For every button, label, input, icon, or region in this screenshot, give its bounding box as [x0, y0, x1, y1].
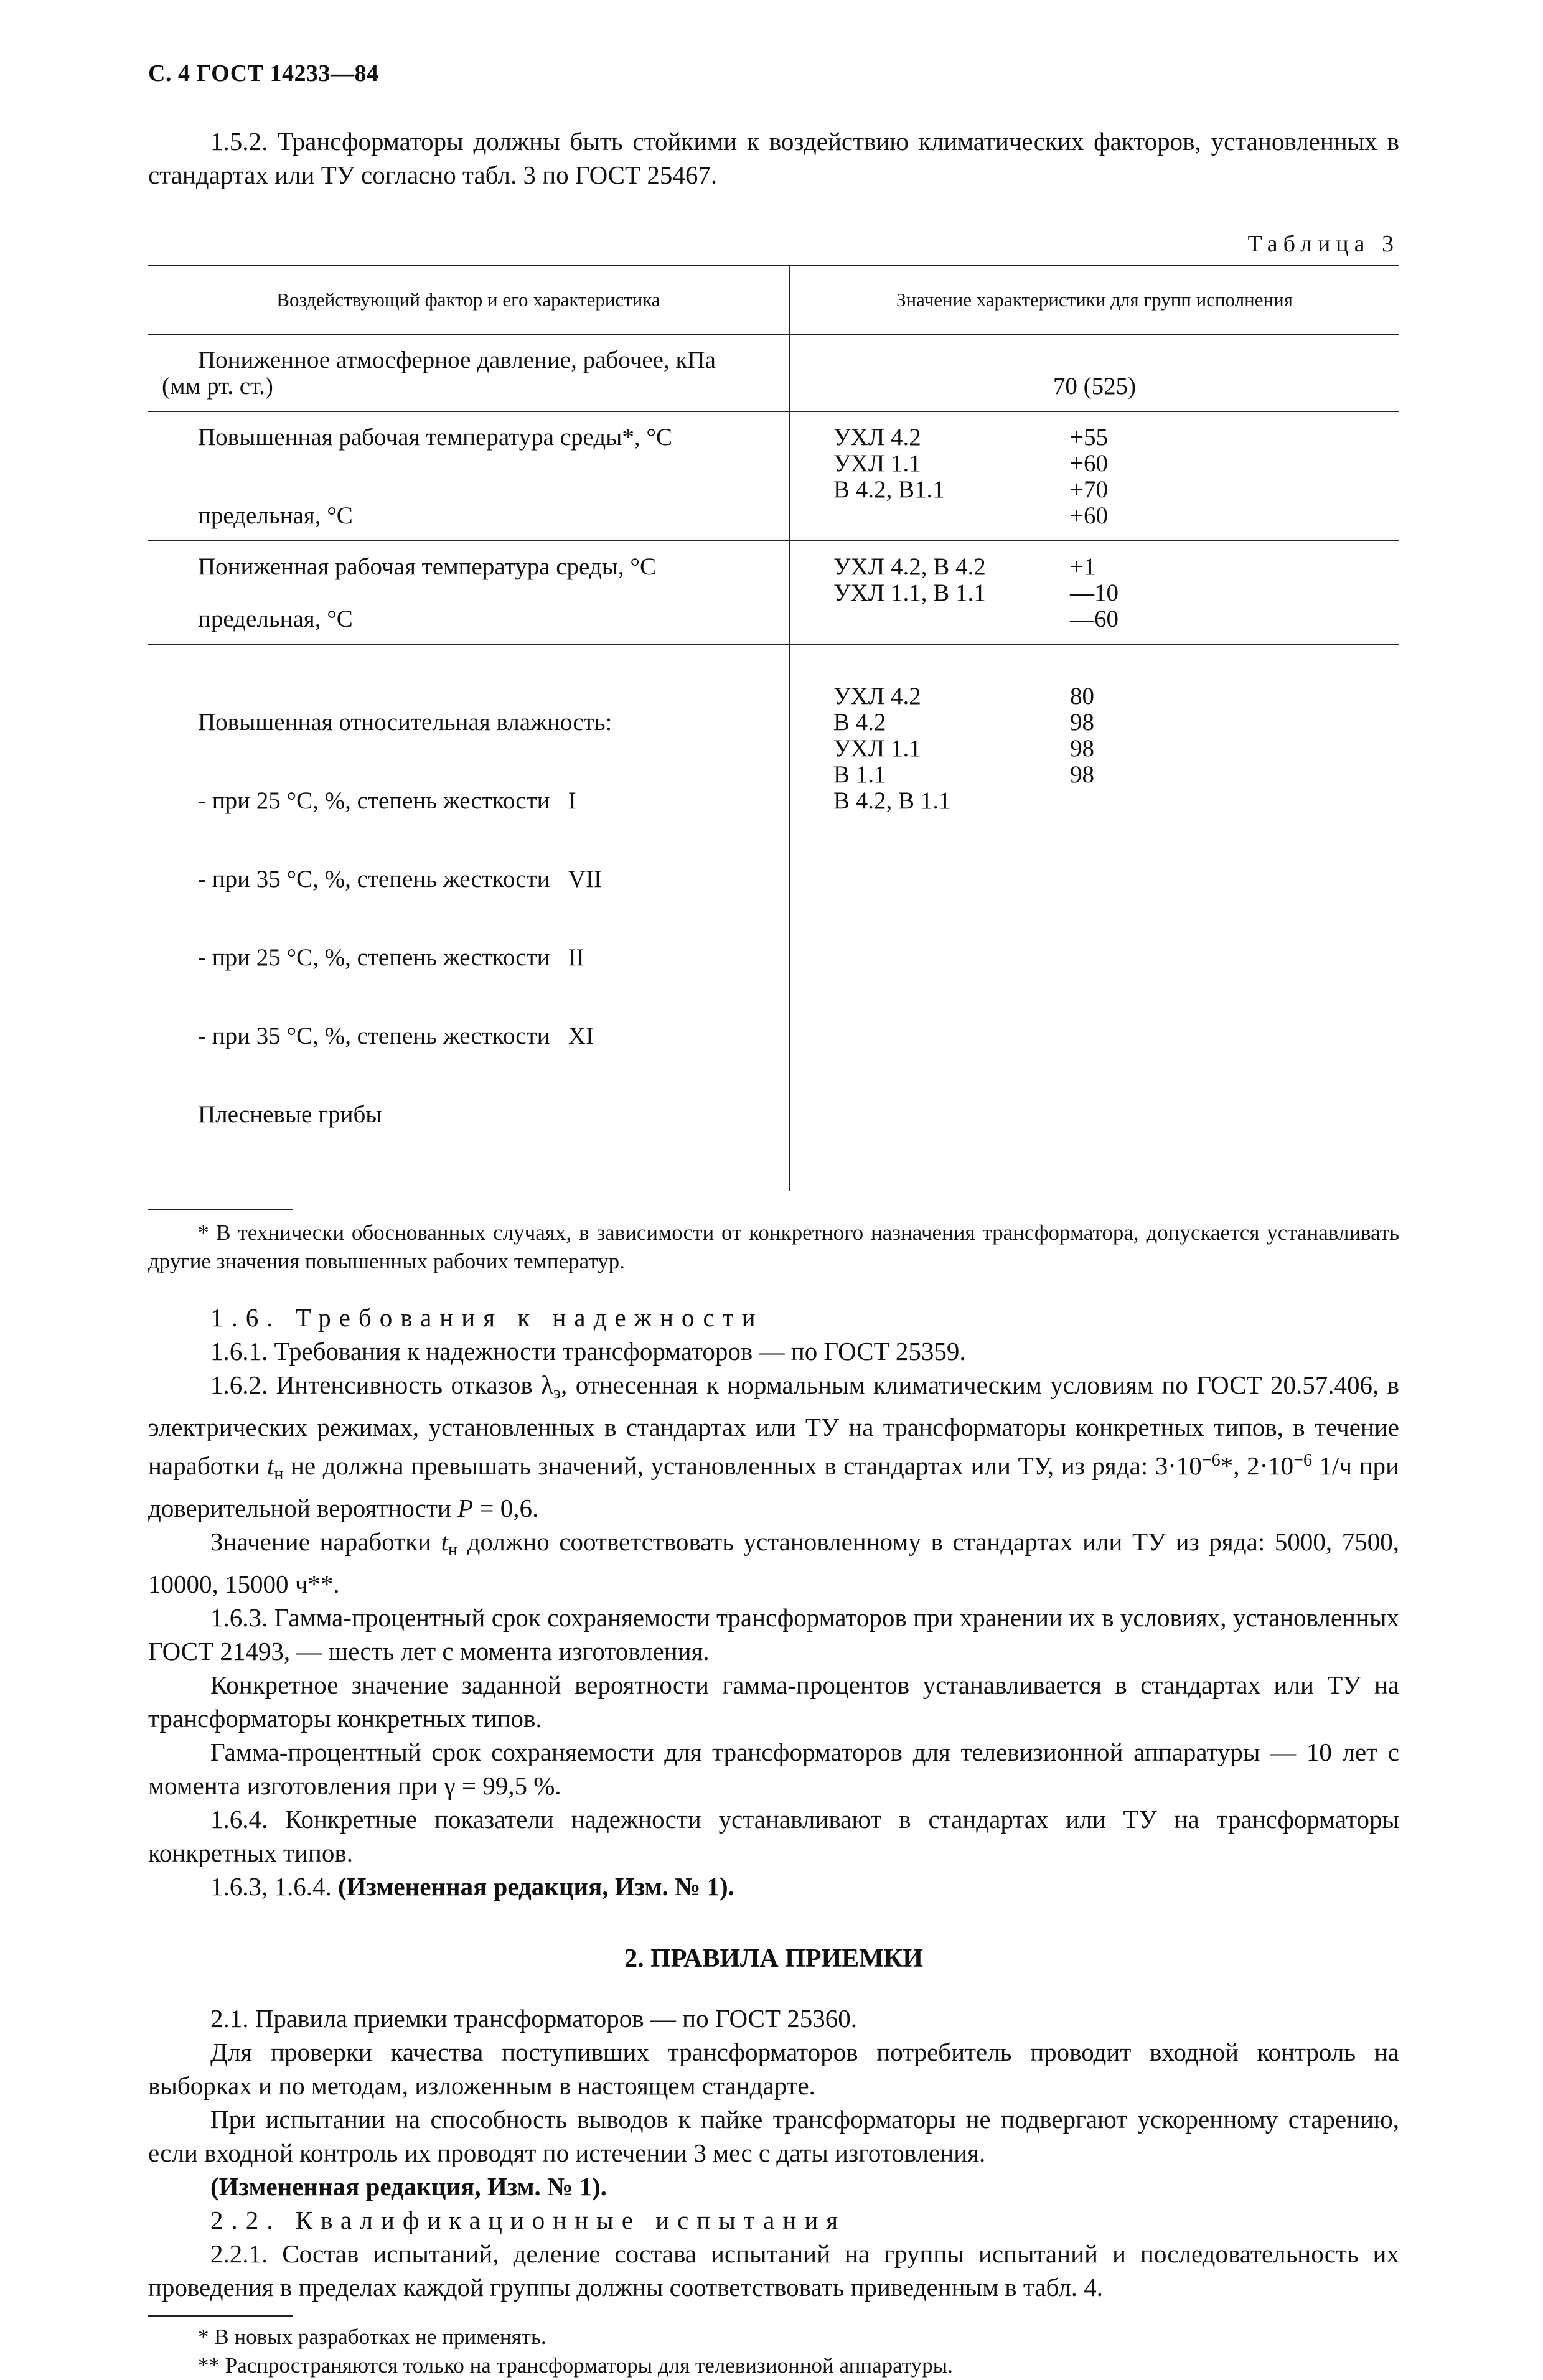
factor-text: Пониженное атмосферное давление, рабочее, кПа — [198, 347, 716, 373]
text-run: , отнесенная к нормальным климатическим условиям по ГОСТ 20.57.406, в электрических режимах, установленных в стандартах или ТУ на трансформаторы конкретных типов, в течение наработки — [148, 1370, 1399, 1480]
paragraph-2-1: 2.1. Правила приемки трансформаторов — по ГОСТ 25360. — [210, 2004, 858, 2033]
group-code: УХЛ 4.2 — [833, 424, 921, 451]
text-run: −6 — [1293, 1451, 1312, 1470]
text-run: t — [441, 1527, 449, 1556]
group-value-row — [790, 710, 1399, 736]
factor-text: Повышенная относительная влажность: — [198, 709, 612, 736]
amendment-note-2 — [148, 2170, 1399, 2203]
group-code: УХЛ 1.1, В 1.1 — [833, 579, 986, 606]
table-row-humidity — [148, 644, 1399, 1191]
text-run: t — [267, 1451, 274, 1480]
paragraph-1-6-3: 1.6.3. Гамма-процентный срок сохраняемости трансформаторов при хранении их в условиях, установленных ГОСТ 21493, — шесть лет с момента изготовления. — [148, 1603, 1399, 1666]
paragraph-1-6-3-b: Конкретное значение заданной вероятности гамма-процентов устанавливается в стандартах или ТУ на трансформаторы конкретных типов. — [148, 1670, 1399, 1733]
table-header-row — [148, 266, 1399, 334]
group-value-row — [790, 606, 1399, 632]
document-page — [148, 57, 1399, 2380]
group-code: УХЛ 4.2 — [833, 683, 921, 710]
table-cell-factor — [148, 541, 789, 644]
text-run: = 0,6. — [473, 1494, 539, 1522]
text-run: 1.6.3, 1.6.4. — [210, 1872, 338, 1901]
paragraph-tn — [148, 1525, 1399, 1601]
text-run: не должна превышать значений, установленных в стандартах или ТУ, из ряда: 3·10 — [283, 1451, 1202, 1480]
group-code — [790, 503, 1070, 529]
table-cell-factor — [148, 411, 789, 541]
factor-text-limit: предельная, °С — [198, 502, 353, 529]
page-header: С. 4 ГОСТ 14233—84 — [148, 60, 379, 87]
factor-text: Плесневые грибы — [198, 1101, 382, 1128]
text-run: Значение наработки — [210, 1527, 441, 1556]
text-run: −6 — [1201, 1451, 1221, 1470]
group-value-row — [790, 762, 1399, 788]
table-row-high-temp — [148, 411, 1399, 541]
paragraph-1-6-4: 1.6.4. Конкретные показатели надежности устанавливают в стандартах или ТУ на трансформаторы конкретных типов. — [148, 1805, 1399, 1867]
group-code: УХЛ 4.2, В 4.2 — [833, 553, 986, 580]
group-value: —10 — [1070, 579, 1119, 606]
group-value: 80 — [1070, 683, 1094, 710]
text-run: (Измененная редакция, Изм. № 1). — [210, 2172, 607, 2201]
paragraph-1-6-3-c: Гамма-процентный срок сохраняемости для трансформаторов для телевизионной аппаратуры — 10 лет с момента изготовления при γ = 99,5 %. — [148, 1738, 1399, 1800]
factor-text-limit: предельная, °С — [198, 606, 353, 632]
factor-text-unit: (мм рт. ст.) — [162, 373, 273, 400]
table-cell-factor — [148, 644, 789, 1191]
group-value-row — [790, 580, 1399, 606]
pressure-value: 70 (525) — [1053, 373, 1137, 400]
table-row-pressure — [148, 334, 1399, 411]
group-value: —60 — [1070, 606, 1119, 632]
section-1-6-title: 1.6. Требования к надежности — [210, 1303, 764, 1332]
factor-text: Пониженная рабочая температура среды, °С — [198, 553, 657, 580]
section-2-2-title: 2.2. Квалификационные испытания — [210, 2206, 847, 2234]
text-run: P — [457, 1494, 474, 1522]
paragraph-1-5-2: 1.5.2. Трансформаторы должны быть стойкими к воздействию климатических факторов, установленных в стандартах или ТУ согласно табл. 3 по ГОСТ 25467. — [148, 127, 1399, 189]
text-run: н — [274, 1464, 284, 1484]
group-value — [1070, 657, 1132, 683]
group-code: В 4.2, В 1.1 — [833, 787, 951, 814]
group-value-row — [790, 503, 1399, 529]
text-run: должно соответствовать установленному в стандартах или ТУ из ряда: 5000, 7500, 10000, 15000 ч**. — [148, 1527, 1399, 1598]
footnote-2: ** Распространяются только на трансформаторы для телевизионной аппаратуры. — [198, 2353, 953, 2378]
table-3-caption: Таблица 3 — [1247, 231, 1399, 257]
table-cell-value — [789, 644, 1399, 1191]
group-value-row — [790, 788, 1399, 814]
table-cell-value — [789, 334, 1399, 411]
table-cell-factor — [148, 334, 789, 411]
group-value — [1070, 788, 1132, 814]
table-cell-value — [789, 411, 1399, 541]
group-value: +60 — [1070, 502, 1108, 529]
group-value-row — [790, 451, 1399, 477]
group-value-row — [790, 424, 1399, 451]
factor-text: - при 25 °С, %, степень жесткости I — [198, 787, 576, 814]
paragraph-2-2-1: 2.2.1. Состав испытаний, деление состава испытаний на группы испытаний и последовательность их проведения в пределах каждой группы должны соответствовать приведенным в табл. 4. — [148, 2239, 1399, 2302]
footnote-1: * В новых разработках не применять. — [198, 2325, 546, 2349]
factor-text: - при 25 °С, %, степень жесткости II — [198, 944, 584, 971]
group-value: 98 — [1070, 709, 1094, 736]
group-value: 98 — [1070, 761, 1094, 788]
group-value: 98 — [1070, 735, 1094, 762]
table-col-value-header: Значение характеристики для групп исполнения — [789, 266, 1399, 334]
group-value-row — [790, 657, 1399, 683]
factor-text: Повышенная рабочая температура среды*, °С — [198, 424, 672, 451]
footnote-divider — [148, 1209, 293, 1210]
table-cell-value — [789, 541, 1399, 644]
group-code: УХЛ 1.1 — [833, 735, 921, 762]
footnote-divider — [148, 2315, 293, 2317]
table-footnote: * В технически обоснованных случаях, в зависимости от конкретного назначения трансформатора, допускается устанавливать другие значения повышенных рабочих температур. — [148, 1220, 1399, 1273]
group-value-row — [790, 683, 1399, 710]
group-value-row — [790, 477, 1399, 503]
table-col-factor-header: Воздействующий фактор и его характеристика — [148, 266, 789, 334]
table-row-low-temp — [148, 541, 1399, 644]
group-code — [790, 657, 1070, 683]
text-run: 1.6.2. Интенсивность отказов λ — [210, 1370, 554, 1399]
text-run: э — [553, 1384, 561, 1403]
text-run: н — [448, 1540, 458, 1560]
group-code: В 1.1 — [833, 761, 886, 788]
group-value: +70 — [1070, 476, 1108, 503]
text-run: 1/ч при доверительной вероятности — [148, 1451, 1399, 1522]
section-2-title: 2. ПРАВИЛА ПРИЕМКИ — [624, 1944, 923, 1973]
group-value-row — [790, 554, 1399, 580]
factor-text: - при 35 °С, %, степень жесткости XI — [198, 1023, 594, 1049]
paragraph-2-1-b: Для проверки качества поступивших трансформаторов потребитель проводит входной контроль на выборках и по методам, изложенным в настоящем стандарте. — [148, 2038, 1399, 2100]
group-value: +1 — [1070, 553, 1096, 580]
group-value: +55 — [1070, 424, 1108, 451]
table-3 — [148, 265, 1399, 1191]
paragraph-2-1-c: При испытании на способность выводов к пайке трансформаторы не подвергают ускоренному старению, если входной контроль их проводят по истечении 3 мес с даты изготовления. — [148, 2105, 1399, 2167]
group-value-row — [790, 736, 1399, 762]
group-code: В 4.2, В1.1 — [833, 476, 945, 503]
group-code: В 4.2 — [833, 709, 886, 736]
group-value: +60 — [1070, 450, 1108, 477]
text-run: (Измененная редакция, Изм. № 1). — [338, 1872, 734, 1901]
text-run: *, 2·10 — [1220, 1451, 1294, 1480]
amendment-note-1 — [148, 1870, 1399, 1903]
group-code: УХЛ 1.1 — [833, 450, 921, 477]
paragraph-1-6-2 — [148, 1368, 1399, 1525]
factor-text: - при 35 °С, %, степень жесткости VII — [198, 866, 602, 892]
paragraph-1-6-1: 1.6.1. Требования к надежности трансформаторов — по ГОСТ 25359. — [210, 1337, 966, 1366]
group-code — [790, 606, 1070, 632]
